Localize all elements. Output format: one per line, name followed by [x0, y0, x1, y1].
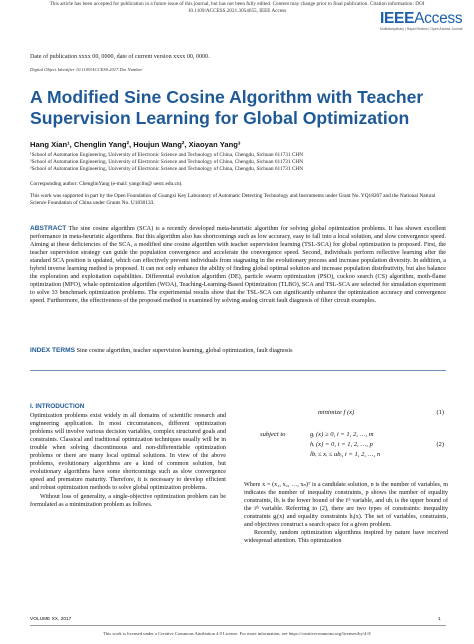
abstract — [30, 225, 446, 305]
logo-tagline: Multidisciplinary | Rapid Review | Open Access Journal — [380, 27, 463, 31]
page-number: 1 — [438, 617, 441, 622]
index-terms-text: Sine cosine algorithm, teacher supervision learning, global optimization, fault diagnosis — [76, 348, 293, 354]
affiliation-1: ¹School of Automation Engineering, University of Electronic Science and Technology of China, Chengdu, Sichuan 611731 CHN — [30, 152, 304, 158]
abstract-label: ABSTRACT — [30, 225, 67, 232]
intro-paragraph-1: Optimization problems exist widely in all domains of scientific research and engineering application. In most circumstances, different optimization problems will involve various decision variables, complex structured goals and constraints. Classical and traditional optimization techniques usually will be in trouble when solving discontinuous and non-differentiable optimization problems or there are many local optimal solutions. In view of the above problems, evolutionary algorithms are a kind of common solution, but evolutionary algorithms have some shortcomings such as slow convergence speed and premature maturity. Therefore, it is necessary to develop efficient and robust optimization methods to solve global optimization problems. — [30, 413, 226, 492]
corresponding-author: Corresponding author: ChenglinYang (e-mail: yangclin@ uestc.edu.cn). — [30, 181, 183, 187]
footer-rule — [30, 625, 446, 626]
affiliation-2: ²School of Automation Engineering, University of Electronic Science and Technology of China, Chengdu, Sichuan 611731 CHN — [30, 159, 304, 165]
section-heading-introduction: I. INTRODUCTION — [30, 403, 85, 410]
index-terms-label: INDEX TERMS — [30, 347, 76, 354]
right-paragraph-2: Recently, random optimization algorithms inspired by nature have received widespread attention. This optimization — [244, 530, 448, 545]
funding-statement: This work was supported in part by the Open Foundation of Guangxi Key Laboratory of Automatic Detecting Technology and Instruments under Grant No. YQ18207 and the National Natural Science Foundation of China under Grants No. U1830133. — [30, 193, 436, 207]
publication-date: Date of publication xxxx 00, 0000, date of current version xxxx 00, 0000. — [30, 54, 210, 60]
volume-label: VOLUME XX, 2017 — [30, 617, 72, 622]
license-notice: This work is licensed under a Creative Commons Attribution 4.0 License. For more information, see https://creativecommons.org/licenses/by/4.0/ — [102, 631, 372, 636]
paper-title: A Modified Sine Cosine Algorithm with Teacher Supervision Learning for Global Optimization — [30, 87, 424, 128]
abstract-text: The sine cosine algorithm (SCA) is a recently developed meta-heuristic algorithm for solving global optimization problems. It has shown excellent performance in meta-heuristic algorithms. But this algorithm also has shortcomings such as low accuracy, easy to fall into a local solution, and slow convergence speed. Aiming at these deficiencies of the SCA, a modified sine cosine algorithm with teacher supervision learning (TSL-SCA) for global optimization is proposed. First, the teacher supervision strategy can guide the population convergence and accelerate the convergence speed. Second, individuals perform reflective learning after the standard SCA position is updated, which can effectively prevent individuals from stagnating in the evolutionary process and increase population diversity. In addition, a hybrid inverse learning method is proposed. It can not only enhance the ability of finding global optimal solution and increase population distributivity, but also balance the exploration and exploitation capabilities. Differential evolution algorithm (DE), particle swarm optimization (PSO), cuckoo search (CS) algorithm, moth-flame optimization (MFO), whale optimization algorithm (WOA), Teaching-Learning-Based Optimization (TLBO), SCA and TSL-SCA are selected for simulation experiment to solve 33 benchmark optimization problems. The experimental results show that the TSL-SCA can significantly enhance the optimization accuracy and convergence speed. Furthermore, the effectiveness of the proposed method is examined by solving analog circuit fault diagnosis of filter circuit examples. — [30, 226, 446, 305]
logo-wordmark: IEEEAccess — [380, 10, 463, 27]
equation-2: subject to gᵢ (x) ≥ 0, i = 1, 2, …, m hᵢ (x) = 0, i = 1, 2, …, p lbᵢ ≤ xᵢ ≤ ubᵢ, i = 1, 2, …, n (2) — [260, 431, 444, 458]
section-divider — [30, 370, 446, 371]
affiliation-3: ³School of Automation Engineering, University of Electronic Science and Technology of China, Chengdu, Sichuan 611731 CHN — [30, 166, 304, 172]
intro-paragraph-2: Without loss of generality, a single-objective optimization problem can be formulated as a minimization problem as follows. — [30, 493, 226, 508]
right-column — [244, 409, 448, 545]
right-paragraph-1: Where x = (x₁, x₂, …, xₙ)ᵀ is a candidate solution, n is the number of variables, m indicates the number of inequality constraints, p shows the number of equality constraints, lbᵢ is the lower bound of the iᵗʰ variable, and ubᵢ is the upper bound of the iᵗʰ variable. Referring to (2), there are two types of constraints: inequality constraints gᵢ(x) and equality constraints hᵢ(x). The set of variables, constraints, and objectives construct a search space for a given problem. — [244, 482, 448, 529]
doi-line: Digital Object Identifier 10.1109/ACCESS.2017.Doi Number — [30, 67, 143, 72]
equation-1: minimize f (x) (1) — [318, 409, 444, 416]
left-column — [30, 403, 226, 509]
publication-notice: This article has been accepted for publication in a future issue of this journal, but has not been fully edited. Content may change prior to final publication. Citation information: DOI 10.1109/ACCESS.2021.3054655, IEEE Access — [49, 1, 425, 14]
author-list: Hang Xian¹, Chenglin Yang², Houjun Wang², Xiaoyan Yang³ — [30, 140, 241, 149]
index-terms — [30, 347, 450, 354]
journal-logo — [380, 10, 463, 31]
